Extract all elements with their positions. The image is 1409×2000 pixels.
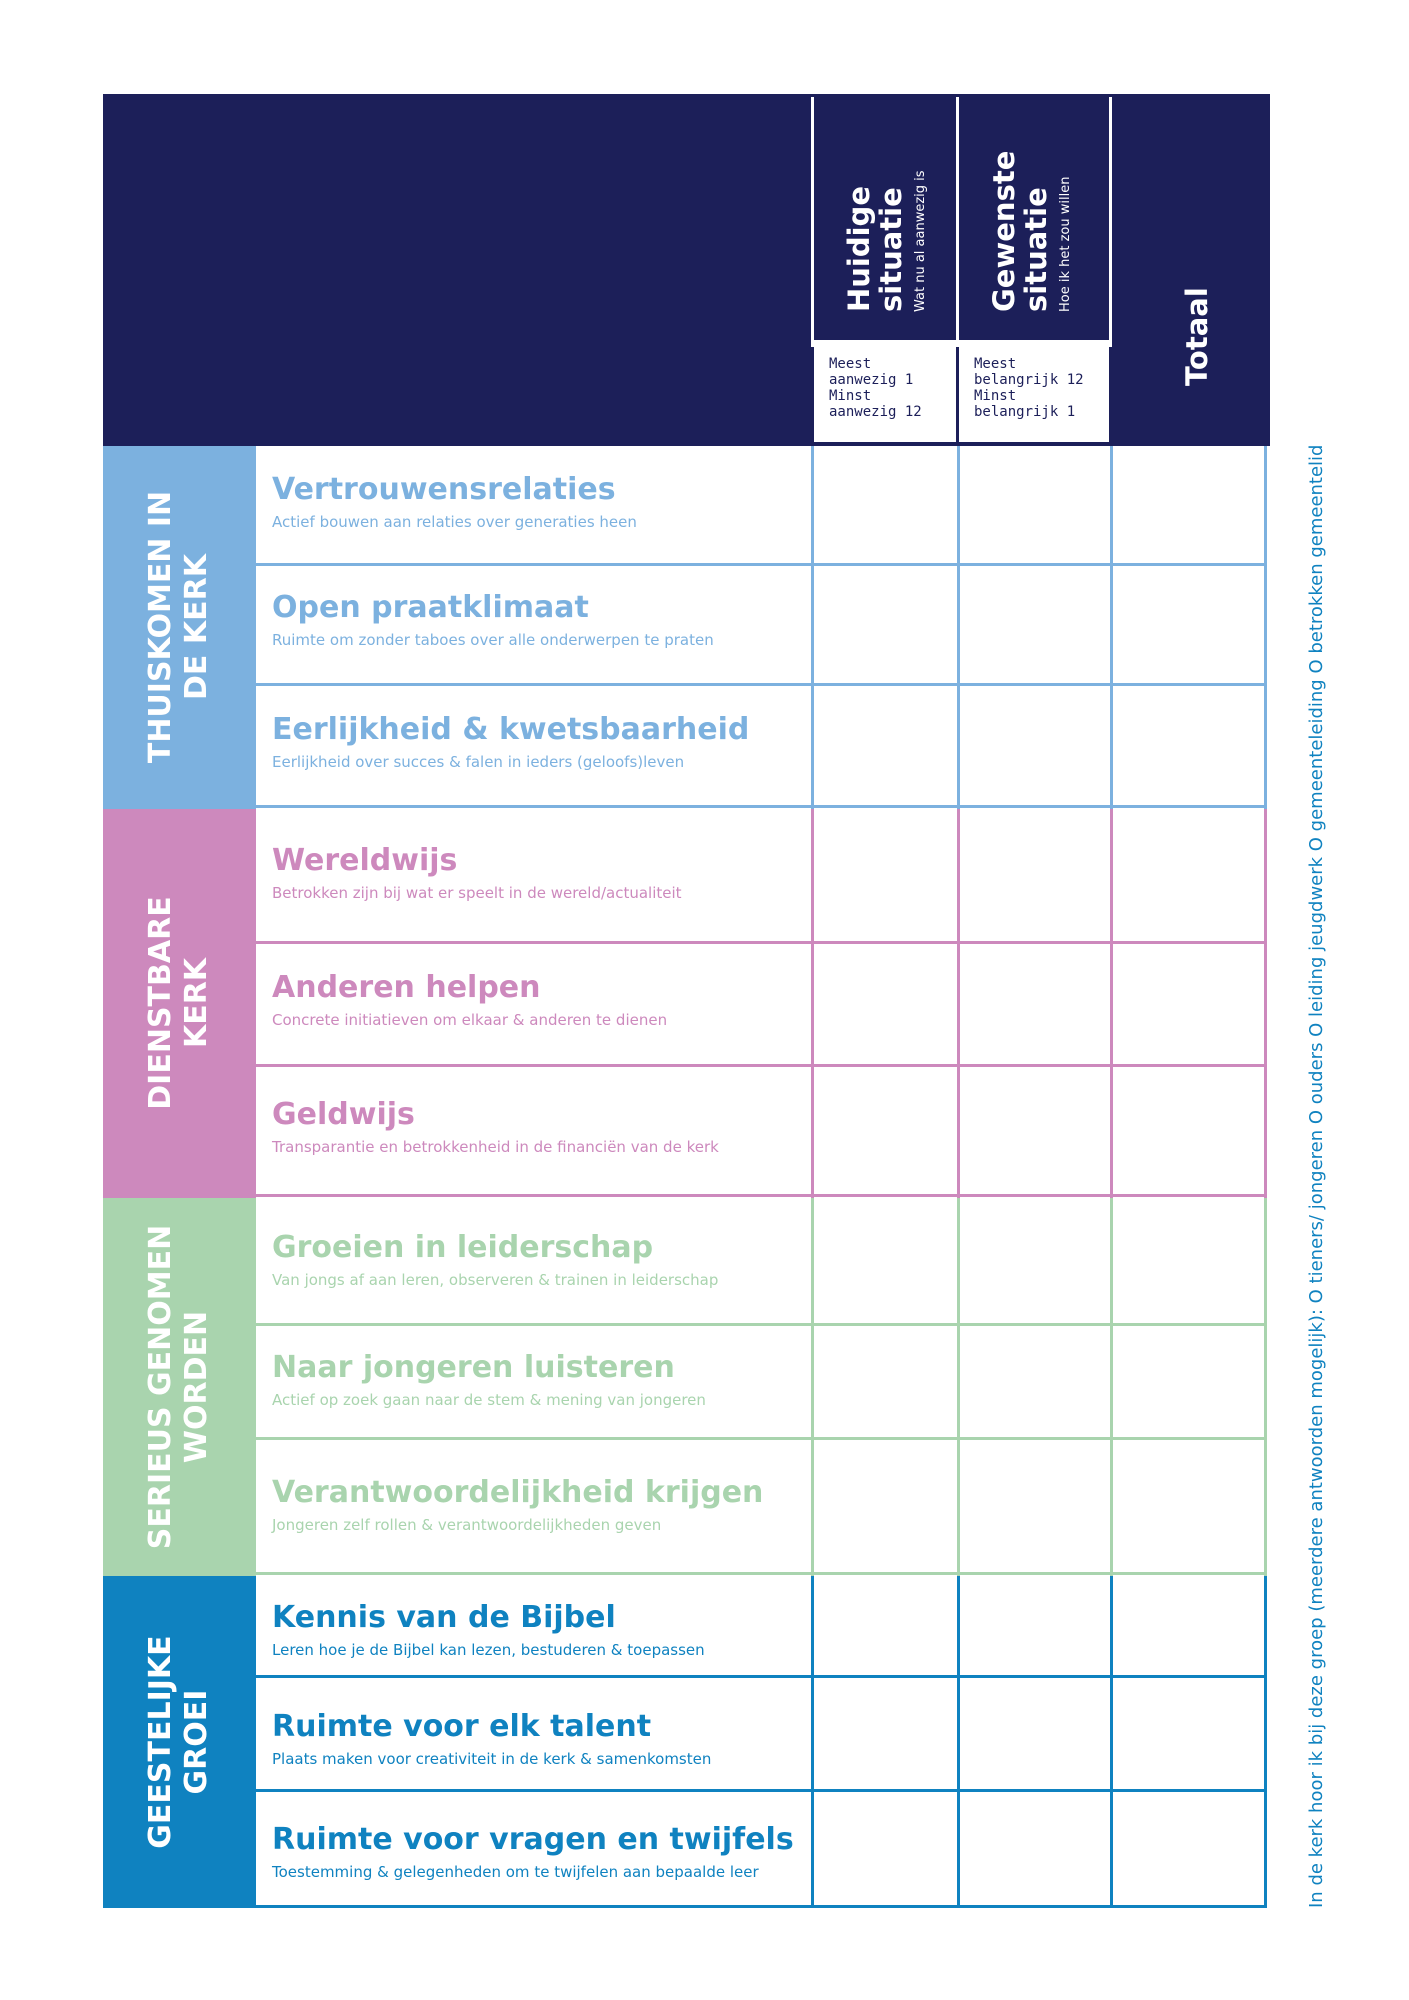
col-gewenste-title: Gewenste situatie bbox=[987, 150, 1053, 312]
row-subtitle: Transparantie en betrokkenheid in de financiën van de kerk bbox=[272, 1138, 719, 1156]
table-row bbox=[272, 843, 682, 902]
table-row bbox=[272, 472, 637, 531]
col-huidige-title: Huidige situatie bbox=[842, 186, 908, 312]
header-divider bbox=[811, 97, 814, 347]
table-row bbox=[272, 1822, 794, 1881]
grid-line bbox=[957, 809, 960, 1198]
col-totaal-title: Totaal bbox=[1180, 287, 1214, 386]
grid-line bbox=[811, 446, 814, 809]
grid-line bbox=[957, 446, 960, 809]
grid-line bbox=[256, 1905, 1267, 1908]
row-title: Anderen helpen bbox=[272, 970, 541, 1005]
section-bar-dienstbare bbox=[103, 809, 256, 1198]
row-subtitle: Van jongs af aan leren, observeren & trainen in leiderschap bbox=[272, 1271, 719, 1289]
table-row bbox=[272, 1709, 711, 1768]
section-bar-thuiskomen bbox=[103, 446, 256, 809]
grid-line bbox=[256, 805, 1267, 808]
grid-line bbox=[1264, 1576, 1267, 1908]
row-title: Ruimte voor vragen en twijfels bbox=[272, 1822, 794, 1857]
grid-line bbox=[811, 809, 814, 1198]
grid-line bbox=[1110, 809, 1113, 1198]
grid-line bbox=[1110, 1198, 1113, 1576]
grid-line bbox=[1264, 1198, 1267, 1576]
grid-line bbox=[256, 1789, 1267, 1792]
row-title: Groeien in leiderschap bbox=[272, 1230, 654, 1265]
row-subtitle: Actief op zoek gaan naar de stem & mening van jongeren bbox=[272, 1391, 706, 1409]
grid-line bbox=[1110, 1576, 1113, 1908]
grid-line bbox=[256, 683, 1267, 686]
header-divider bbox=[956, 97, 959, 347]
grid-line bbox=[256, 1323, 1267, 1326]
table-row bbox=[272, 712, 749, 771]
grid-line bbox=[256, 1194, 1267, 1197]
grid-line bbox=[256, 1437, 1267, 1440]
table-row bbox=[272, 970, 667, 1029]
row-title: Wereldwijs bbox=[272, 843, 458, 878]
row-subtitle: Eerlijkheid over succes & falen in ieders (geloofs)leven bbox=[272, 753, 685, 771]
grid-line bbox=[811, 1198, 814, 1576]
grid-line bbox=[1264, 809, 1267, 1198]
section-label: THUISKOMEN IN DE KERK bbox=[143, 490, 214, 764]
row-title: Ruimte voor elk talent bbox=[272, 1709, 652, 1744]
side-note-group-selection: In de kerk hoor ik bij deze groep (meerdere antwoorden mogelijk): O tieners/ jongeren O ouders O leiding jeugdwerk O gemeenteleiding O betrokken gemeentelid bbox=[1306, 444, 1327, 1908]
section-label: GEESTELIJKE GROEI bbox=[143, 1635, 214, 1849]
table-row bbox=[272, 1230, 718, 1289]
col-gewenste-subtitle: Hoe ik het zou willen bbox=[1058, 176, 1073, 312]
row-subtitle: Ruimte om zonder taboes over alle onderwerpen te praten bbox=[272, 631, 714, 649]
row-title: Vertrouwensrelaties bbox=[272, 472, 616, 507]
header-divider bbox=[1109, 97, 1112, 347]
row-subtitle: Leren hoe je de Bijbel kan lezen, bestuderen & toepassen bbox=[272, 1641, 705, 1659]
row-title: Eerlijkheid & kwetsbaarheid bbox=[272, 712, 750, 747]
grid-line bbox=[256, 941, 1267, 944]
section-label: DIENSTBARE KERK bbox=[143, 896, 214, 1110]
row-title: Verantwoordelijkheid krijgen bbox=[272, 1475, 764, 1510]
row-subtitle: Plaats maken voor creativiteit in de kerk & samenkomsten bbox=[272, 1750, 712, 1768]
table-row bbox=[272, 1097, 719, 1156]
row-title: Naar jongeren luisteren bbox=[272, 1350, 675, 1385]
row-subtitle: Betrokken zijn bij wat er speelt in de wereld/actualiteit bbox=[272, 884, 682, 902]
table-row bbox=[272, 1475, 763, 1534]
col-huidige-subtitle: Wat nu al aanwezig is bbox=[913, 170, 928, 312]
grid-line bbox=[1110, 446, 1113, 809]
huidige-scale-box: Meest aanwezig 1 Minst aanwezig 12 bbox=[814, 340, 956, 442]
table-header bbox=[103, 94, 1270, 446]
grid-line bbox=[256, 1675, 1267, 1678]
grid-line bbox=[811, 1576, 814, 1908]
table-row bbox=[272, 1600, 705, 1659]
table-row bbox=[272, 590, 714, 649]
grid-line bbox=[256, 1064, 1267, 1067]
row-title: Kennis van de Bijbel bbox=[272, 1600, 616, 1635]
row-subtitle: Actief bouwen aan relaties over generaties heen bbox=[272, 513, 637, 531]
gewenste-scale-box: Meest belangrijk 12 Minst belangrijk 1 bbox=[959, 340, 1109, 442]
row-subtitle: Toestemming & gelegenheden om te twijfelen aan bepaalde leer bbox=[272, 1863, 759, 1881]
section-bar-serieus bbox=[103, 1198, 256, 1576]
grid-line bbox=[1264, 446, 1267, 809]
row-title: Open praatklimaat bbox=[272, 590, 589, 625]
table-row bbox=[272, 1350, 706, 1409]
row-subtitle: Concrete initiatieven om elkaar & anderen te dienen bbox=[272, 1011, 668, 1029]
grid-line bbox=[256, 563, 1267, 566]
grid-line bbox=[957, 1198, 960, 1576]
grid-line bbox=[957, 1576, 960, 1908]
row-title: Geldwijs bbox=[272, 1097, 415, 1132]
row-subtitle: Jongeren zelf rollen & verantwoordelijkheden geven bbox=[272, 1516, 662, 1534]
section-bar-geestelijke bbox=[103, 1576, 256, 1908]
grid-line bbox=[256, 1572, 1267, 1575]
section-label: SERIEUS GENOMEN WORDEN bbox=[143, 1224, 214, 1550]
